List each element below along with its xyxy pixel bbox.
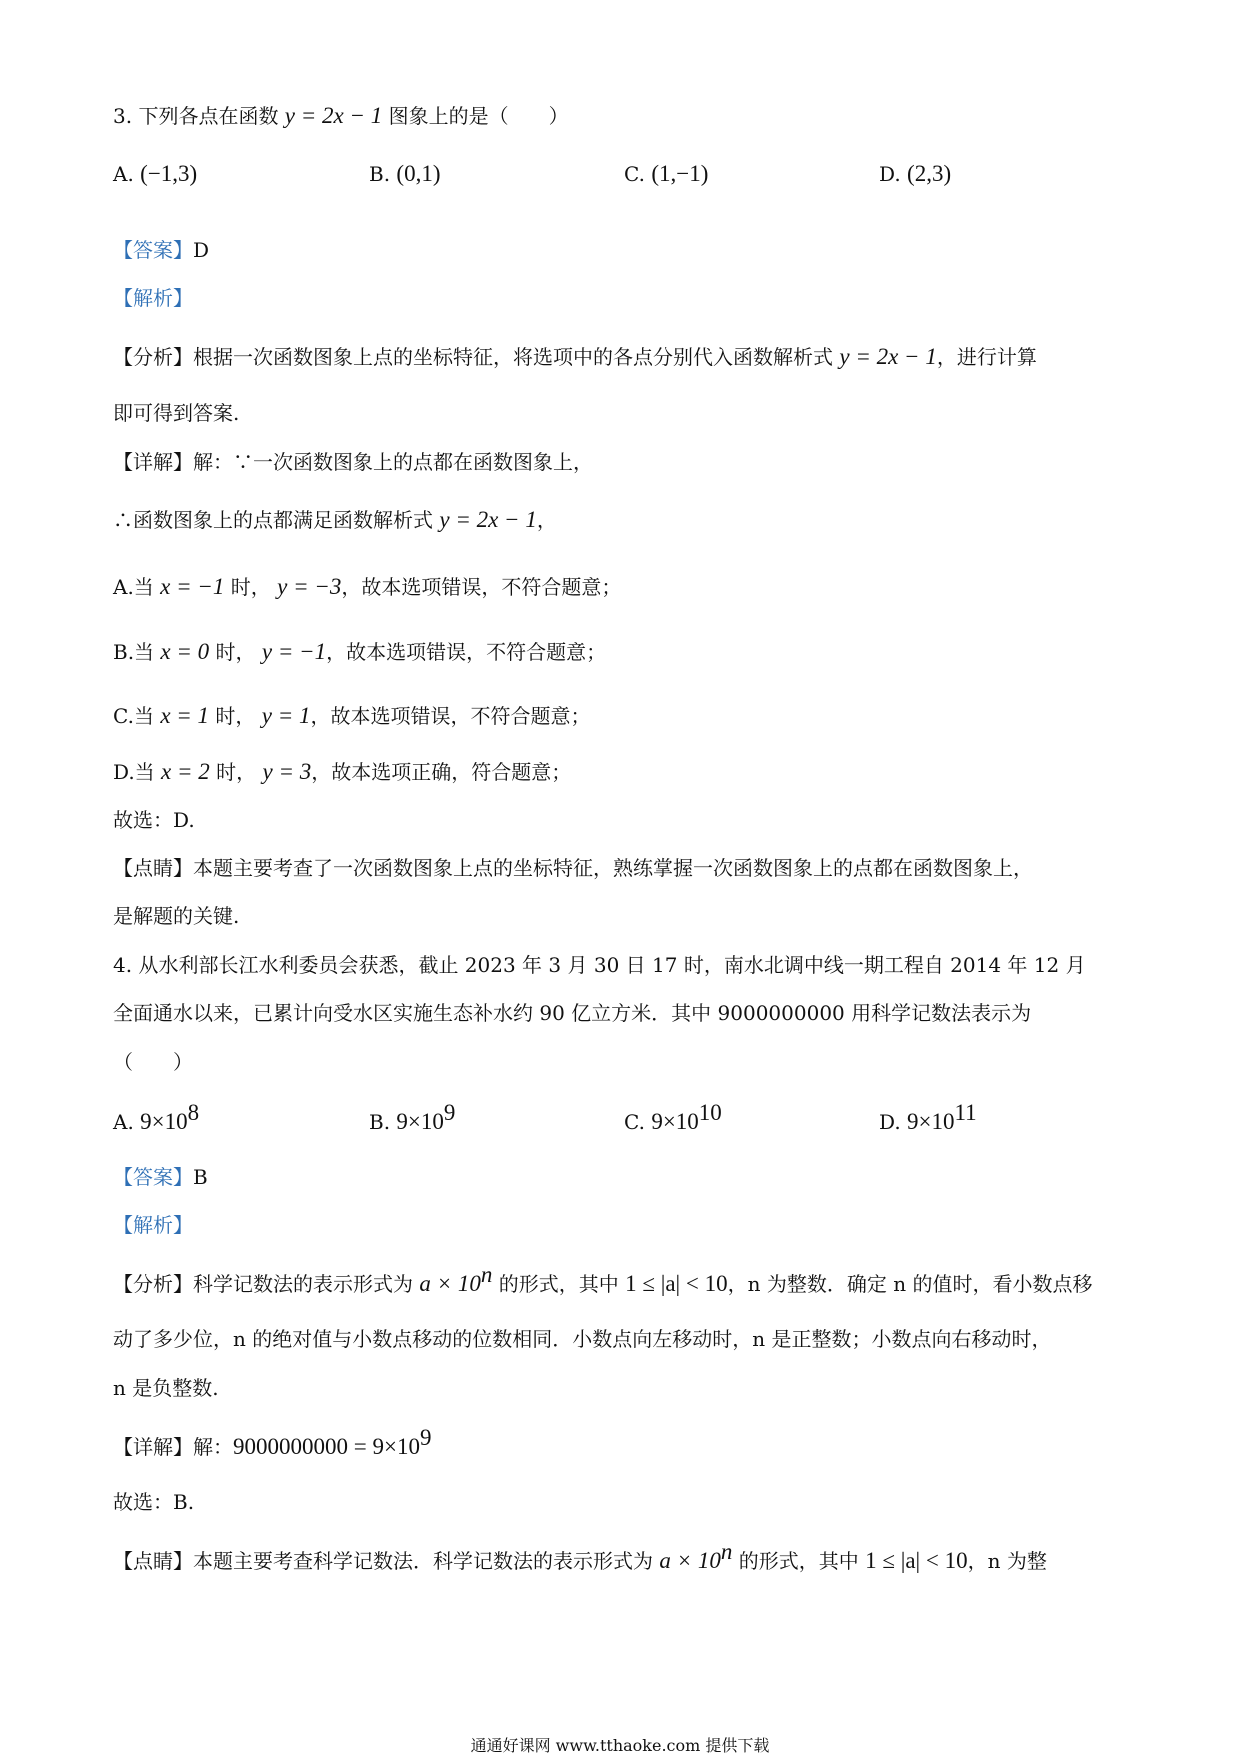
q4-conclusion: 故选：B. [113,1490,195,1514]
q3-stem [113,104,569,127]
answer-value: B [193,1165,208,1189]
q4-analysis-tag: 【解析】 [113,1213,193,1237]
q4-option-d: D. $9\times 10^{11}$ [879,1100,977,1134]
q3-fenxi-line-1: 【分析】根据一次函数图象上点的坐标特征，将选项中的各点分别代入函数解析式 y = 2x − 1，进行计算 [113,344,1037,369]
q3-fenxi-line-2: 即可得到答案. [113,401,240,425]
q3-step-a: A.当 x = −1 时， y = −3，故本选项错误，不符合题意； [113,574,622,599]
q3-xiangjie-line-1: 【详解】解：∵一次函数图象上的点都在函数图象上， [113,450,593,474]
q4-fenxi-line-3: n 是负整数. [113,1376,219,1400]
q4-xiangjie: 【详解】解：$9000000000 = 9\times 10^9$ [113,1425,432,1459]
q3-stem-tail: 图象上的是（ ） [382,104,569,128]
q3-conclusion: 故选：D. [113,808,195,832]
q3-option-d: D. (2,3) [879,161,952,186]
q3-option-a: A. (−1,3) [113,161,198,186]
q4-option-c: C. $9\times 10^{10}$ [624,1100,722,1134]
q3-step-b: B.当 x = 0 时， y = −1，故本选项错误，不符合题意； [113,639,607,664]
q3-xiangjie-line-2: ∴函数图象上的点都满足函数解析式 y = 2x − 1， [113,507,557,532]
q4-dianjing: 【点睛】本题主要考查科学记数法．科学记数法的表示形式为 $a \times 10^n$ 的形式，其中 1 ≤ |a| < 10，n 为整 [113,1539,1047,1573]
q3-dianjing-line-1: 【点睛】本题主要考查了一次函数图象上点的坐标特征，熟练掌握一次函数图象上的点都在函数图象上， [113,856,1033,880]
q3-step-c: C.当 x = 1 时， y = 1，故本选项错误，不符合题意； [113,703,591,728]
q4-stem-line-1: 4. 从水利部长江水利委员会获悉，截止 2023 年 3 月 30 日 17 时，南水北调中线一期工程自 2014 年 12 月 [113,953,1086,977]
q3-option-b: B. (0,1) [369,161,441,186]
q3-dianjing-line-2: 是解题的关键. [113,904,240,928]
q3-analysis-tag: 【解析】 [113,286,193,310]
q4-answer [113,1167,208,1187]
q4-fenxi-line-2: 动了多少位，n 的绝对值与小数点移动的位数相同．小数点向左移动时，n 是正整数；小数点向右移动时， [113,1327,1052,1351]
q3-stem-text: 3. 下列各点在函数 [113,104,285,128]
q3-answer [113,240,209,260]
q4-option-a: A. $9\times 10^8$ [113,1100,200,1134]
q3-step-d: D.当 x = 2 时， y = 3，故本选项正确，符合题意； [113,759,572,784]
answer-value: D [193,238,210,262]
page-footer: 通通好课网 www.tthaoke.com 提供下载 [470,1736,770,1755]
q3-option-c: C. (1,−1) [624,161,709,186]
answer-tag: 【答案】 [113,238,193,262]
answer-tag: 【答案】 [113,1165,193,1189]
q3-function: y = 2x − 1 [284,103,383,128]
q4-option-b: B. $9\times 10^9$ [369,1100,456,1134]
q4-fenxi-line-1: 【分析】科学记数法的表示形式为 $a \times 10^n$ 的形式，其中 1 ≤ |a| < 10，n 为整数．确定 n 的值时，看小数点移 [113,1262,1093,1296]
q4-stem-line-3: （ ） [113,1050,193,1074]
q4-stem-line-2: 全面通水以来，已累计向受水区实施生态补水约 90 亿立方米．其中 9000000000 用科学记数法表示为 [113,1001,1032,1025]
